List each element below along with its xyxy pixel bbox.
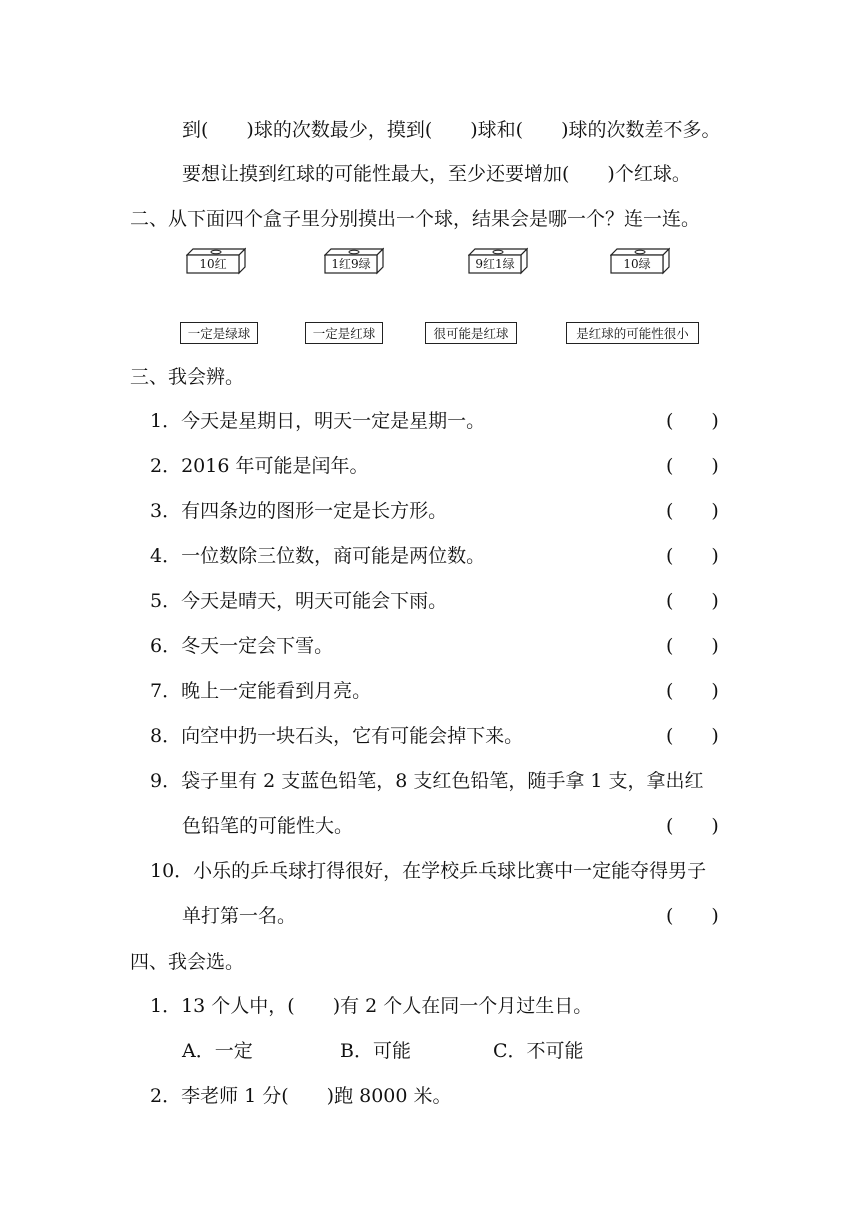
section-3-title: 三、我会辨。 <box>130 366 245 388</box>
judge-item-1: 1．今天是星期日，明天一定是星期一。 <box>150 410 486 432</box>
answer-paren-3[interactable]: ( ) <box>666 500 719 522</box>
answer-option-3[interactable]: 很可能是红球 <box>425 322 517 344</box>
box-label: 10绿 <box>623 257 651 271</box>
judge-item-2: 2．2016 年可能是闰年。 <box>150 455 369 477</box>
answer-paren-7[interactable]: ( ) <box>666 680 719 702</box>
choice-question-1: 1．13 个人中，( )有 2 个人在同一个月过生日。 <box>150 995 593 1017</box>
box-label: 9红1绿 <box>475 257 515 271</box>
answer-paren-1[interactable]: ( ) <box>666 410 719 432</box>
answer-paren-5[interactable]: ( ) <box>666 590 719 612</box>
judge-item-7: 7．晚上一定能看到月亮。 <box>150 680 372 702</box>
judge-item-10-line-2: 单打第一名。 <box>182 905 297 927</box>
choice-question-2: 2．李老师 1 分( )跑 8000 米。 <box>150 1085 452 1107</box>
choice-option-c[interactable]: C．不可能 <box>493 1040 584 1062</box>
answer-paren-8[interactable]: ( ) <box>666 725 719 747</box>
judge-item-6: 6．冬天一定会下雪。 <box>150 635 334 657</box>
answer-paren-4[interactable]: ( ) <box>666 545 719 567</box>
answer-option-4[interactable]: 是红球的可能性很小 <box>566 322 699 344</box>
judge-item-3: 3．有四条边的图形一定是长方形。 <box>150 500 448 522</box>
q1-tail-line-2: 要想让摸到红球的可能性最大，至少还要增加( )个红球。 <box>182 163 691 185</box>
answer-option-2[interactable]: 一定是红球 <box>305 322 383 344</box>
q1-tail-line-1: 到( )球的次数最少，摸到( )球和( )球的次数差不多。 <box>182 119 721 141</box>
box-label: 1红9绿 <box>331 257 371 271</box>
judge-item-8: 8．向空中扔一块石头，它有可能会掉下来。 <box>150 725 524 747</box>
choice-option-a[interactable]: A．一定 <box>182 1040 253 1062</box>
judge-item-4: 4．一位数除三位数，商可能是两位数。 <box>150 545 486 567</box>
judge-item-9-line-1: 9．袋子里有 2 支蓝色铅笔，8 支红色铅笔，随手拿 1 支，拿出红 <box>150 770 704 792</box>
choice-option-b[interactable]: B．可能 <box>340 1040 411 1062</box>
box-label: 10红 <box>199 257 227 271</box>
judge-item-9-line-2: 色铅笔的可能性大。 <box>182 815 354 837</box>
section-2-title: 二、从下面四个盒子里分别摸出一个球，结果会是哪一个？连一连。 <box>130 208 701 230</box>
answer-paren-6[interactable]: ( ) <box>666 635 719 657</box>
ball-box-1 <box>186 246 246 276</box>
ball-box-3 <box>468 246 528 276</box>
ball-box-2 <box>324 246 384 276</box>
answer-paren-9[interactable]: ( ) <box>666 815 719 837</box>
section-4-title: 四、我会选。 <box>130 951 245 973</box>
answer-option-1[interactable]: 一定是绿球 <box>180 322 258 344</box>
ball-box-4 <box>610 246 670 276</box>
answer-paren-2[interactable]: ( ) <box>666 455 719 477</box>
judge-item-5: 5．今天是晴天，明天可能会下雨。 <box>150 590 448 612</box>
judge-item-10-line-1: 10．小乐的乒乓球打得很好，在学校乒乓球比赛中一定能夺得男子 <box>150 860 707 882</box>
answer-paren-10[interactable]: ( ) <box>666 905 719 927</box>
